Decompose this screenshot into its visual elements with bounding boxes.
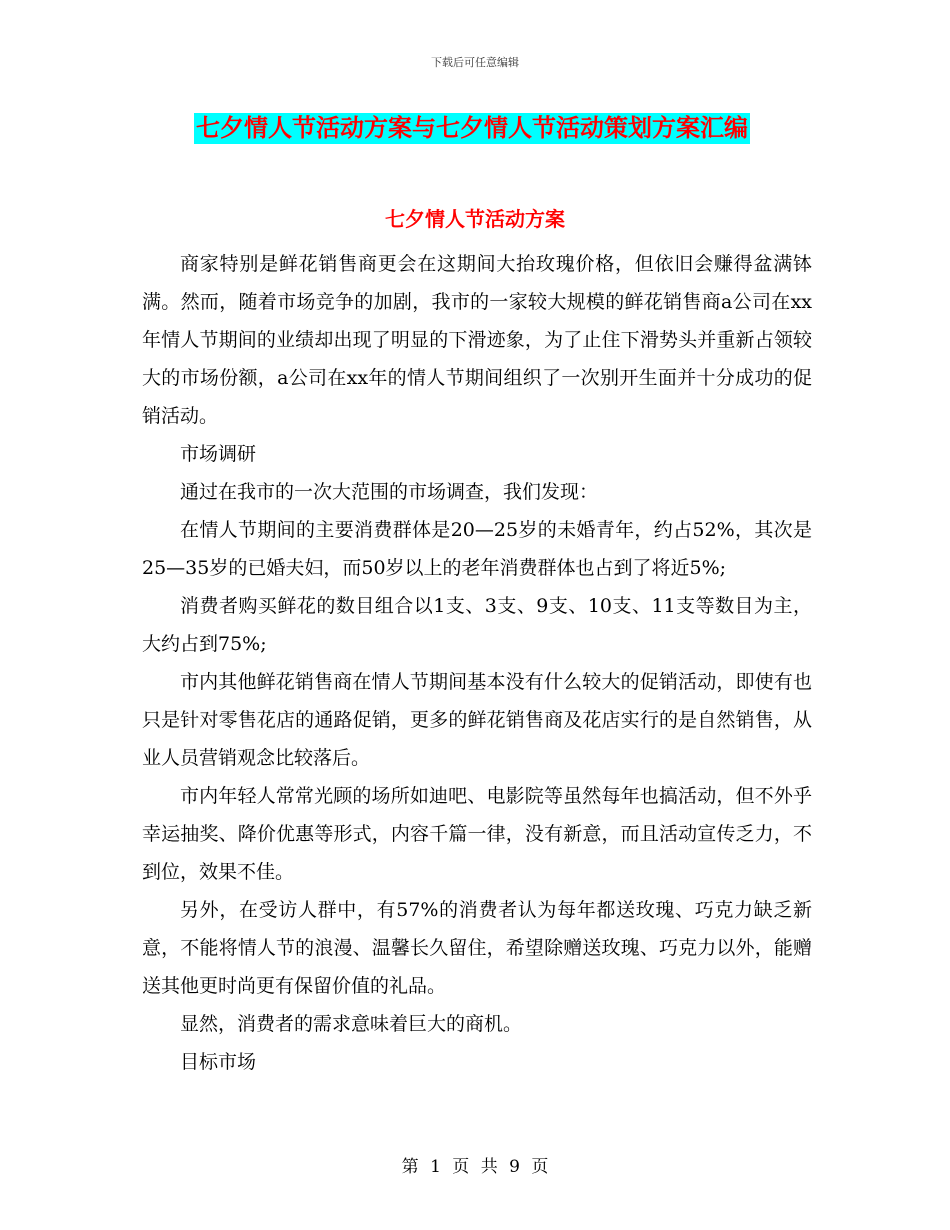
paragraph-competitors: 市内其他鲜花销售商在情人节期间基本没有什么较大的促销活动，即使有也只是针对零售花店的通路促销，更多的鲜花销售商及花店实行的是自然销售，从业人员营销观念比较落后。 — [142, 671, 812, 769]
page-header: 下载后可任意编辑 — [431, 56, 519, 69]
heading-target-market: 目标市场 — [180, 1051, 257, 1073]
section-title: 七夕情人节活动方案 — [385, 207, 565, 231]
heading-market-research: 市场调研 — [180, 443, 257, 465]
page-footer: 第 1 页 共 9 页 — [401, 1157, 549, 1177]
paragraph-venues: 市内年轻人常常光顾的场所如迪吧、电影院等虽然每年也搞活动，但不外乎幸运抽奖、降价优惠等形式，内容千篇一律，没有新意，而且活动宣传乏力，不到位，效果不佳。 — [142, 785, 812, 883]
paragraph-consumer-feedback: 另外，在受访人群中，有57%的消费者认为每年都送玫瑰、巧克力缺乏新意，不能将情人节的浪漫、温馨长久留住，希望除赠送玫瑰、巧克力以外，能赠送其他更时尚更有保留价值的礼品。 — [142, 899, 812, 997]
paragraph-purchase-quantity: 消费者购买鲜花的数目组合以1支、3支、9支、10支、11支等数目为主，大约占到75%; — [142, 595, 812, 655]
document-title: 七夕情人节活动方案与七夕情人节活动策划方案汇编 — [196, 114, 748, 142]
paragraph-consumer-groups: 在情人节期间的主要消费群体是20—25岁的未婚青年，约占52%，其次是25—35岁的已婚夫妇，而50岁以上的老年消费群体也占到了将近5%; — [142, 519, 812, 579]
paragraph-survey-intro: 通过在我市的一次大范围的市场调查，我们发现： — [180, 481, 599, 503]
paragraph-intro: 商家特别是鲜花销售商更会在这期间大抬玫瑰价格，但依旧会赚得盆满钵满。然而，随着市场竞争的加剧，我市的一家较大规模的鲜花销售商a公司在xx年情人节期间的业绩却出现了明显的下滑迹象，为了止住下滑势头并重新占领较大的市场份额，a公司在xx年的情人节期间组织了一次别开生面并十分成功的促销活动。 — [142, 253, 812, 427]
document-body — [142, 245, 812, 1081]
paragraph-opportunity: 显然，消费者的需求意味着巨大的商机。 — [180, 1013, 523, 1035]
